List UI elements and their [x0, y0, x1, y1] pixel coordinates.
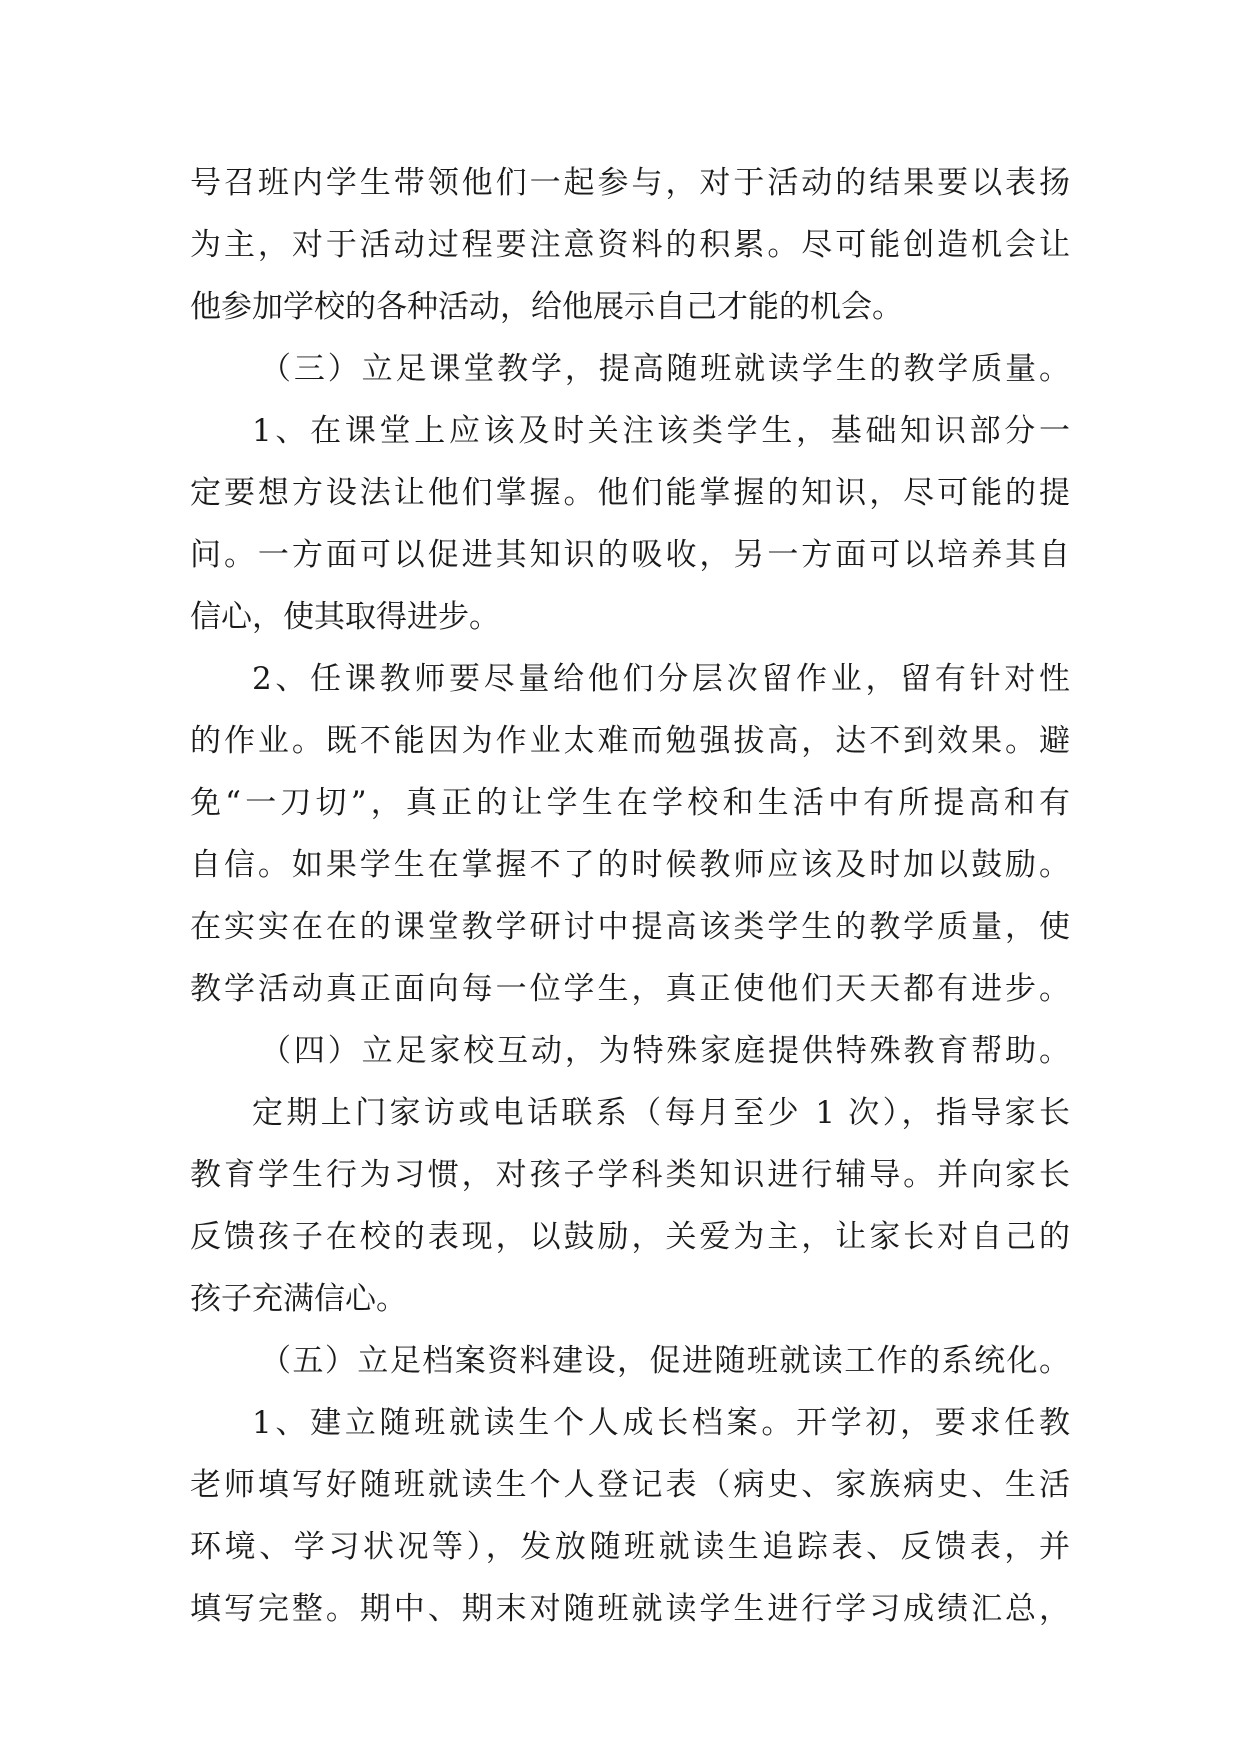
text-line: 孩子充满信心。 [190, 1281, 407, 1317]
text-line: 为主，对于活动过程要注意资料的积累。尽可能创造机会让 [190, 227, 1070, 263]
text-line: 问。一方面可以促进其知识的吸收，另一方面可以培养其自 [190, 537, 1070, 573]
text-line: 1、建立随班就读生个人成长档案。开学初，要求任教 [252, 1405, 1070, 1441]
text-line: （五）立足档案资料建设，促进随班就读工作的系统化。 [260, 1343, 1070, 1379]
text-line: 定要想方设法让他们掌握。他们能掌握的知识，尽可能的提 [190, 475, 1070, 511]
text-line: 教学活动真正面向每一位学生，真正使他们天天都有进步。 [190, 971, 1070, 1007]
text-line: 反馈孩子在校的表现，以鼓励，关爱为主，让家长对自己的 [190, 1219, 1070, 1255]
text-line: 的作业。既不能因为作业太难而勉强拔高，达不到效果。避 [190, 723, 1070, 759]
text-line: 他参加学校的各种活动，给他展示自己才能的机会。 [190, 289, 903, 325]
text-line: 老师填写好随班就读生个人登记表（病史、家族病史、生活 [190, 1467, 1070, 1503]
text-line: 定期上门家访或电话联系（每月至少 1 次），指导家长 [252, 1095, 1070, 1131]
text-line: 环境、学习状况等），发放随班就读生追踪表、反馈表，并 [190, 1529, 1070, 1565]
text-line: 在实实在在的课堂教学研讨中提高该类学生的教学质量，使 [190, 909, 1070, 945]
text-line: （三）立足课堂教学，提高随班就读学生的教学质量。 [260, 351, 1070, 387]
text-line: 填写完整。期中、期末对随班就读学生进行学习成绩汇总， [190, 1591, 1070, 1627]
text-line: （四）立足家校互动，为特殊家庭提供特殊教育帮助。 [260, 1033, 1070, 1069]
body-text [190, 152, 1070, 1640]
text-line: 1、在课堂上应该及时关注该类学生，基础知识部分一 [252, 413, 1070, 449]
text-line: 自信。如果学生在掌握不了的时候教师应该及时加以鼓励。 [190, 847, 1070, 883]
text-line: 教育学生行为习惯，对孩子学科类知识进行辅导。并向家长 [190, 1157, 1070, 1193]
text-line: 号召班内学生带领他们一起参与，对于活动的结果要以表扬 [190, 165, 1070, 201]
text-line: 信心，使其取得进步。 [190, 599, 500, 635]
text-line: 免“一刀切”，真正的让学生在学校和生活中有所提高和有 [190, 785, 1070, 821]
text-line: 2、任课教师要尽量给他们分层次留作业，留有针对性 [252, 661, 1070, 697]
